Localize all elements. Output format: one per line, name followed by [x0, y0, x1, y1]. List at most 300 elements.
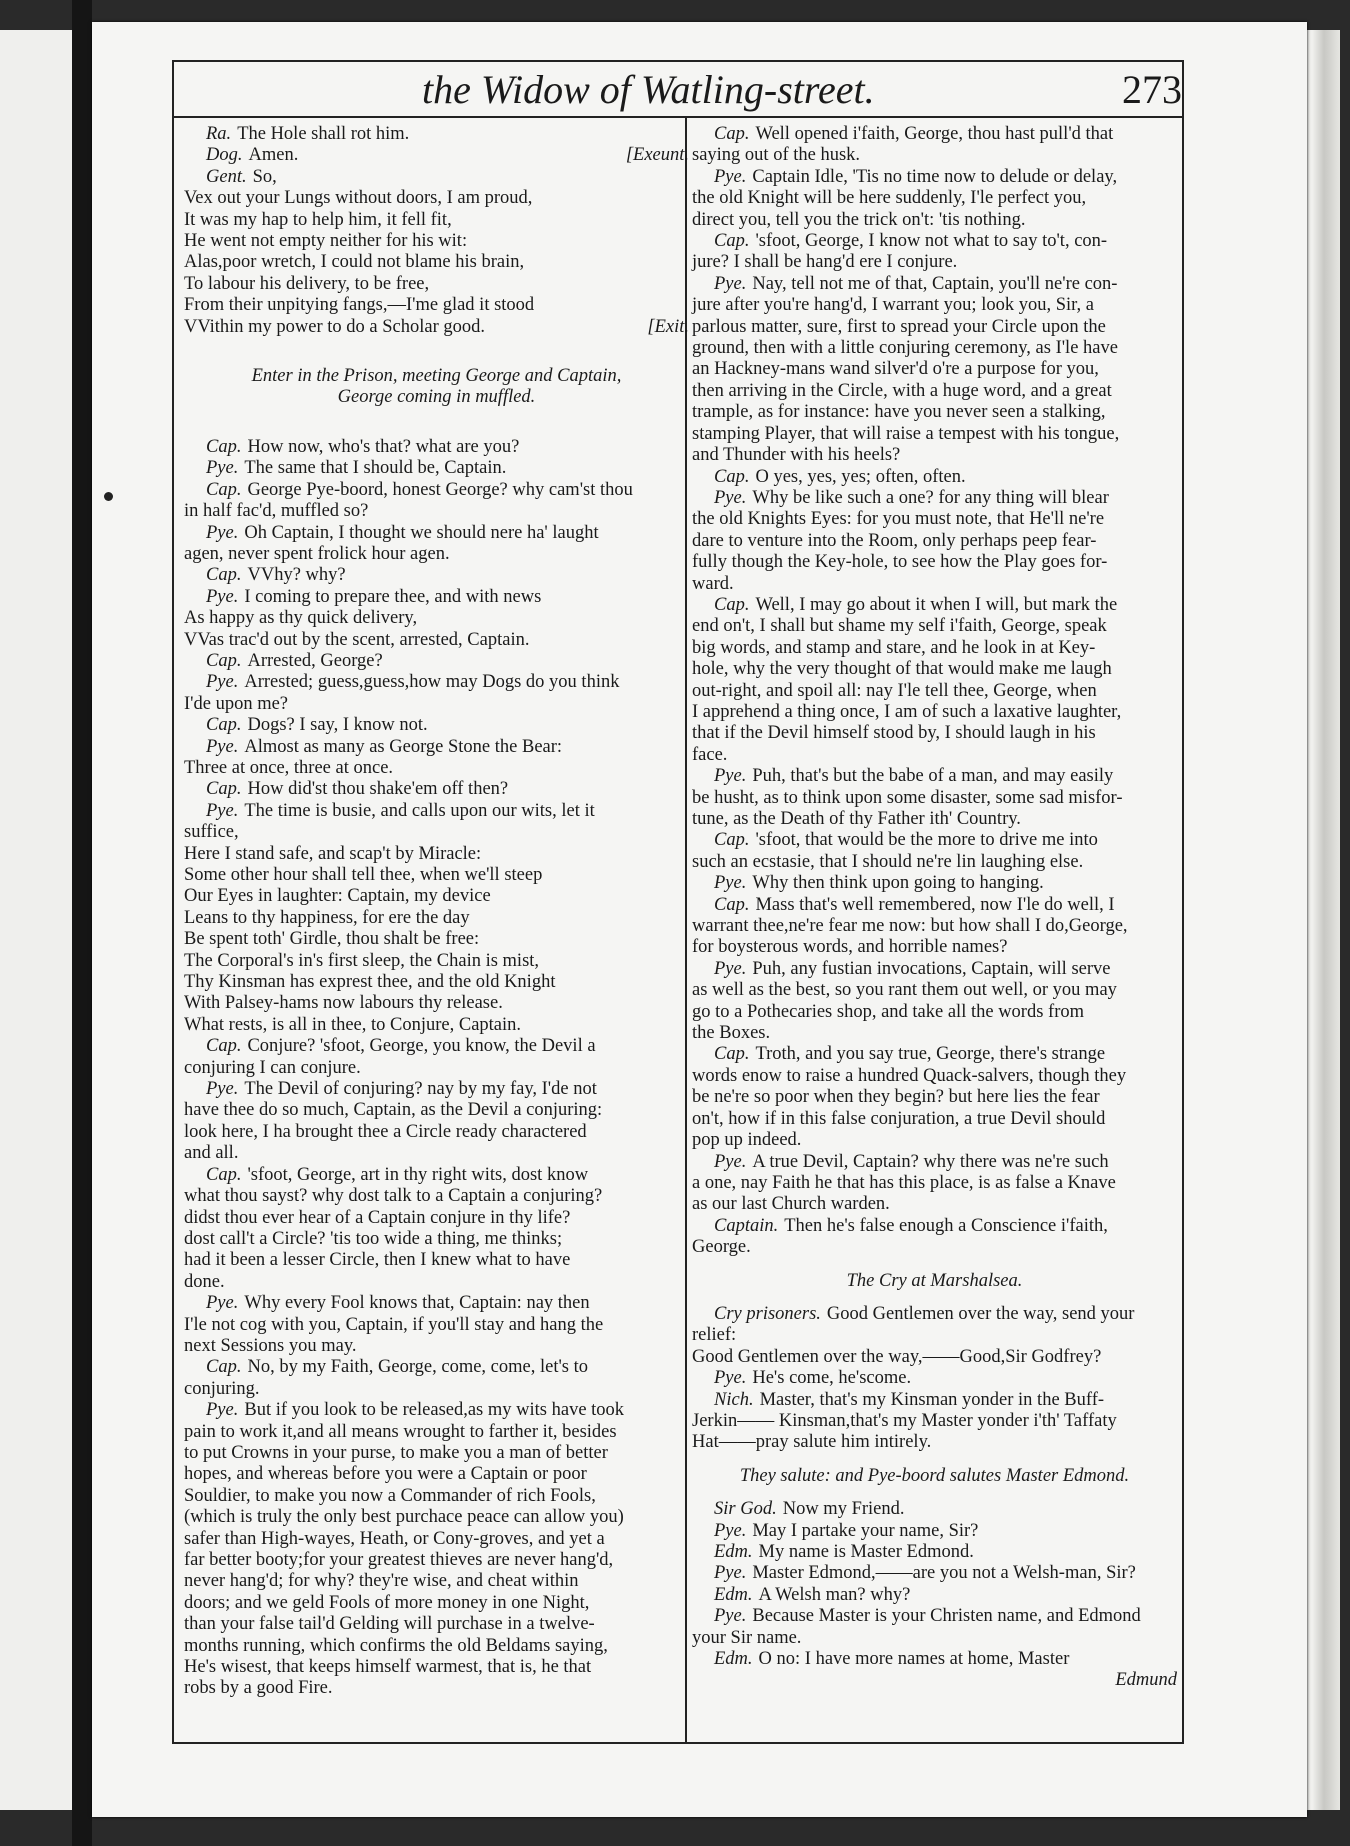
- page-number: 273: [1122, 67, 1182, 112]
- line-text: Jerkin—— Kinsman,that's my Master yonder i'th' Taffaty: [692, 1410, 1117, 1431]
- text-line: [692, 381, 1177, 402]
- speaker-name: Cap.: [206, 1357, 242, 1378]
- speech-line: [184, 565, 689, 586]
- line-text: He's wisest, that keeps himself warmest, that is, he that: [184, 1657, 592, 1678]
- speech-line: [692, 895, 1177, 916]
- speaker-name: Cap.: [206, 779, 242, 800]
- speech-text: Because Master is your Christen name, and Edmond: [752, 1606, 1141, 1627]
- speech-text: Nay, tell not me of that, Captain, you'll ne're con-: [752, 273, 1118, 294]
- speech-text: Puh, any fustian invocations, Captain, will serve: [752, 958, 1111, 979]
- line-text: Some other hour shall tell thee, when we'll steep: [184, 865, 543, 885]
- speech-text: Well opened i'faith, George, thou hast pull'd that: [755, 124, 1114, 144]
- text-line: [692, 1087, 1177, 1108]
- speaker-name: Cap.: [206, 436, 242, 457]
- line-text: I'le not cog with you, Captain, if you'll stay and hang the: [184, 1314, 604, 1335]
- text-line: [692, 1066, 1177, 1087]
- line-text: I'de upon me?: [184, 693, 289, 714]
- speech-line: [692, 1585, 1177, 1606]
- text-line: [184, 1015, 689, 1036]
- text-line: [692, 852, 1177, 873]
- speech-line: [692, 1044, 1177, 1065]
- speaker-name: Cap.: [714, 231, 750, 252]
- text-line: [184, 1379, 689, 1400]
- line-text: be husht, as to think upon some disaster, some sad misfor-: [692, 787, 1123, 808]
- speech-line: [692, 959, 1177, 980]
- line-text: the old Knights Eyes: for you must note, that He'll ne're: [692, 509, 1105, 530]
- speaker-name: Pye.: [714, 873, 747, 894]
- text-line: [692, 1432, 1177, 1453]
- line-text: ward.: [692, 573, 734, 594]
- speech-text: The Hole shall rot him.: [237, 124, 410, 144]
- text-line: [184, 1143, 689, 1164]
- text-line: [184, 1593, 689, 1614]
- speech-line: [184, 1293, 689, 1314]
- speaker-name: Cap.: [206, 650, 242, 671]
- line-text: didst thou ever hear of a Captain conjure in thy life?: [184, 1207, 571, 1228]
- line-text: that if the Devil himself stood by, I should laugh in his: [692, 723, 1096, 744]
- speaker-name: Pye.: [714, 958, 747, 979]
- text-line: [692, 1002, 1177, 1023]
- line-text: saying out of the husk.: [692, 145, 861, 166]
- line-text: It was my hap to help him, it fell fit,: [184, 209, 452, 230]
- line-text: what thou sayst? why dost talk to a Captain a conjuring?: [184, 1186, 603, 1207]
- speaker-name: Pye.: [714, 1520, 747, 1541]
- text-line: [692, 402, 1177, 423]
- line-text: From their unpitying fangs,—I'me glad it stood: [184, 295, 535, 316]
- text-line: [692, 574, 1177, 595]
- line-text: Souldier, to make you now a Commander of rich Fools,: [184, 1485, 596, 1506]
- text-line: [184, 1636, 689, 1657]
- speech-line: [184, 1400, 689, 1421]
- text-line: [184, 1058, 689, 1079]
- speech-line: [184, 1036, 689, 1057]
- speech-line: [692, 830, 1177, 851]
- ink-spot: [104, 492, 113, 501]
- speech-line: [184, 1079, 689, 1100]
- text-line: [184, 951, 689, 972]
- text-line: [184, 758, 689, 779]
- text-line: [692, 723, 1177, 744]
- line-text: hopes, and whereas before you were a Captain or poor: [184, 1464, 587, 1485]
- text-line: [692, 1237, 1177, 1258]
- line-text: in half fac'd, muffled so?: [184, 501, 369, 522]
- text-line: [184, 1250, 689, 1271]
- text-line: [184, 501, 689, 522]
- speech-text: George Pye-boord, honest George? why cam'st thou: [247, 479, 633, 500]
- line-text: jure after you're hang'd, I warrant you; look you, Sir, a: [692, 295, 1095, 316]
- speaker-name: Cap.: [206, 715, 242, 736]
- speech-text: Then he's false enough a Conscience i'faith,: [784, 1215, 1108, 1236]
- text-line: [692, 916, 1177, 937]
- speech-text: A true Devil, Captain? why there was ne're such: [752, 1151, 1109, 1172]
- line-text: conjuring I can conjure.: [184, 1057, 361, 1078]
- speech-line: [692, 1304, 1177, 1325]
- speech-line: [692, 873, 1177, 894]
- exit-direction: [Exeunt.: [625, 145, 689, 166]
- speech-text: Arrested; guess,guess,how may Dogs do you think: [244, 672, 620, 693]
- stage-direction: Enter in the Prison, meeting George and Captain,: [251, 366, 622, 387]
- speech-line: [692, 1649, 1177, 1670]
- speaker-name: Cap.: [714, 594, 750, 615]
- line-text: pain to work it,and all means wrought to farther it, besides: [184, 1421, 617, 1442]
- speech-text: But if you look to be released,as my wits have took: [244, 1400, 625, 1421]
- speech-line: [184, 145, 689, 166]
- line-text: VVithin my power to do a Scholar good.: [184, 316, 486, 337]
- speech-text: Master, that's my Kinsman yonder in the Buff-: [759, 1389, 1105, 1410]
- text-line: [184, 188, 689, 209]
- line-text: ground, then with a little conjuring ceremony, as I'le have: [692, 338, 1118, 359]
- speaker-name: Edm.: [714, 1542, 753, 1562]
- speaker-name: Ra.: [206, 124, 232, 144]
- text-line: [184, 1122, 689, 1143]
- speaker-name: Pye.: [206, 1079, 239, 1100]
- line-text: hole, why the very thought of that would make me laugh: [692, 659, 1112, 680]
- line-text: Alas,poor wretch, I could not blame his brain,: [184, 252, 525, 273]
- text-line: [692, 317, 1177, 338]
- line-text: and Thunder with his heels?: [692, 445, 901, 466]
- speech-text: 'sfoot, that would be the more to drive me into: [755, 830, 1098, 851]
- speech-text: How did'st thou shake'em off then?: [247, 779, 509, 800]
- line-text: Our Eyes in laughter: Captain, my device: [184, 886, 491, 907]
- text-line: [692, 424, 1177, 445]
- speech-line: [692, 1368, 1177, 1389]
- speech-line: [184, 737, 689, 758]
- exit-direction: [Exit.: [647, 316, 689, 337]
- speech-text: May I partake your name, Sir?: [752, 1520, 979, 1541]
- text-line: [184, 1272, 689, 1293]
- speaker-name: Cap.: [714, 894, 750, 915]
- line-text: the Boxes.: [692, 1023, 771, 1044]
- line-text: on't, how if in this false conjuration, a true Devil should: [692, 1108, 1106, 1129]
- speech-line: [692, 467, 1177, 488]
- speaker-name: Pye.: [206, 586, 239, 607]
- line-text: I apprehend a thing once, I am of such a laxative laughter,: [692, 701, 1122, 722]
- speech-line: [184, 587, 689, 608]
- speech-line: [184, 779, 689, 800]
- speaker-name: Pye.: [714, 1368, 747, 1389]
- speaker-name: Cap.: [206, 1164, 242, 1185]
- line-text: (which is truly the only best purchace peace can allow you): [184, 1507, 624, 1528]
- line-text: face.: [692, 744, 728, 765]
- text-line: [184, 1486, 689, 1507]
- text-line: [184, 1229, 689, 1250]
- line-text: as our last Church warden.: [692, 1194, 890, 1215]
- speech-line: [692, 1216, 1177, 1237]
- line-text: than your false tail'd Gelding will purchase in a twelve-: [184, 1614, 595, 1635]
- speech-text: Troth, and you say true, George, there's strange: [755, 1044, 1106, 1065]
- speaker-name: Edm.: [714, 1649, 753, 1670]
- line-text: had it been a lesser Circle, then I knew what to have: [184, 1250, 571, 1271]
- speech-text: The Devil of conjuring? nay by my fay, I'de not: [244, 1079, 597, 1100]
- line-text: Thy Kinsman has exprest thee, and the old Knight: [184, 972, 556, 993]
- line-text: Good Gentlemen over the way,——Good,Sir Godfrey?: [692, 1346, 1102, 1367]
- speech-line: [184, 1165, 689, 1186]
- left-column: [184, 124, 689, 1700]
- line-text: The Corporal's in's first sleep, the Chain is mist,: [184, 950, 540, 971]
- line-text: for boysterous words, and horrible names?: [692, 937, 1008, 958]
- line-text: He went not empty neither for his wit:: [184, 231, 468, 252]
- text-line: [692, 702, 1177, 723]
- text-line: [692, 1023, 1177, 1044]
- line-text: never hang'd; for why? they're wise, and cheat within: [184, 1571, 579, 1592]
- line-text: Three at once, three at once.: [184, 757, 394, 778]
- running-title: the Widow of Watling-street.: [422, 67, 875, 112]
- speaker-name: Pye.: [206, 522, 239, 543]
- speech-line: [692, 595, 1177, 616]
- text-line: [184, 274, 689, 295]
- speech-text: The same that I should be, Captain.: [244, 458, 507, 479]
- speech-text: Why be like such a one? for any thing will blear: [752, 487, 1109, 508]
- speech-line: [184, 167, 689, 188]
- line-text: relief:: [692, 1325, 737, 1346]
- line-text: With Palsey-hams now labours thy release.: [184, 993, 503, 1014]
- speech-line: [184, 801, 689, 822]
- text-line: [184, 1208, 689, 1229]
- speech-text: So,: [252, 166, 277, 187]
- line-text: big words, and stamp and stare, and he look in at Key-: [692, 637, 1096, 658]
- speaker-name: Pye.: [714, 1563, 747, 1584]
- text-line: [692, 1411, 1177, 1432]
- speech-text: My name is Master Edmond.: [758, 1542, 974, 1562]
- line-text: the old Knight will be here suddenly, I'le perfect you,: [692, 188, 1087, 209]
- line-text: dare to venture into the Room, only perhaps peep fear-: [692, 530, 1097, 551]
- speech-text: O yes, yes, yes; often, often.: [755, 466, 966, 487]
- line-text: direct you, tell you the trick on't: 'tis nothing.: [692, 209, 1026, 230]
- line-text: To labour his delivery, to be free,: [184, 273, 430, 294]
- speech-line: [184, 480, 689, 501]
- line-text: Be spent toth' Girdle, thou shalt be free:: [184, 929, 480, 950]
- text-line: [184, 1186, 689, 1207]
- line-text: far better booty;for your greatest thieves are never hang'd,: [184, 1550, 614, 1570]
- text-line: [184, 1443, 689, 1464]
- speech-text: O no: I have more names at home, Master: [758, 1649, 1070, 1670]
- speech-line: [184, 651, 689, 672]
- text-line: [692, 788, 1177, 809]
- speech-line: [692, 766, 1177, 787]
- line-text: Vex out your Lungs without doors, I am proud,: [184, 188, 533, 209]
- text-line: [692, 1130, 1177, 1151]
- speech-line: [184, 437, 689, 458]
- text-line: [184, 865, 689, 886]
- line-text: agen, never spent frolick hour agen.: [184, 543, 450, 564]
- speech-line: [692, 231, 1177, 252]
- speech-line: [692, 167, 1177, 188]
- catchword: Edmund: [1115, 1670, 1177, 1691]
- speaker-name: Cry prisoners.: [714, 1303, 821, 1324]
- text-line: [692, 809, 1177, 830]
- text-line: [184, 822, 689, 843]
- speech-text: 'sfoot, George, art in thy right wits, dost know: [247, 1164, 589, 1185]
- blank-space: [692, 1454, 1177, 1466]
- text-line: [692, 659, 1177, 680]
- speaker-name: Pye.: [206, 800, 239, 821]
- speaker-name: Pye.: [714, 1151, 747, 1172]
- line-text: as well as the best, so you rant them out well, or you may: [692, 980, 1117, 1001]
- text-line: [692, 210, 1177, 231]
- line-text: trample, as for instance: have you never seen a stalking,: [692, 402, 1106, 423]
- text-line: [184, 1529, 689, 1550]
- line-text: end on't, I shall but shame my self i'faith, George, speak: [692, 616, 1107, 637]
- line-text: Leans to thy happiness, for ere the day: [184, 907, 470, 928]
- text-line: [184, 231, 689, 252]
- speech-line: [184, 124, 689, 145]
- text-line: [692, 616, 1177, 637]
- text-line: [692, 681, 1177, 702]
- speech-text: How now, who's that? what are you?: [247, 436, 520, 457]
- speech-line: [184, 458, 689, 479]
- text-line: [692, 359, 1177, 380]
- line-text: stamping Player, that will raise a tempest with his tongue,: [692, 423, 1120, 444]
- line-text: to put Crowns in your purse, to make you a man of better: [184, 1442, 608, 1463]
- line-text: doors; and we geld Fools of more money in one Night,: [184, 1592, 590, 1613]
- speaker-name: Cap.: [206, 479, 242, 500]
- text-line: [184, 252, 689, 273]
- text-line: [184, 844, 689, 865]
- stage-direction: The Cry at Marshalsea.: [846, 1270, 1023, 1291]
- speech-text: Why every Fool knows that, Captain: nay then: [244, 1293, 590, 1314]
- text-line: [184, 972, 689, 993]
- text-line: [184, 1657, 689, 1678]
- text-line: [184, 993, 689, 1014]
- speaker-name: Cap.: [714, 124, 750, 144]
- text-line: [692, 145, 1177, 166]
- line-text: and all.: [184, 1143, 239, 1164]
- speech-text: No, by my Faith, George, come, come, let's to: [247, 1357, 589, 1378]
- text-line: [692, 1347, 1177, 1368]
- line-text: then arriving in the Circle, with a huge word, and a great: [692, 380, 1112, 401]
- text-line: [184, 1464, 689, 1485]
- line-text: next Sessions you may.: [184, 1335, 357, 1356]
- line-text: an Hackney-mans wand silver'd o're a purpose for you,: [692, 359, 1099, 380]
- line-text: done.: [184, 1271, 225, 1292]
- facing-page-edge: [0, 30, 72, 1810]
- book-gutter: [72, 0, 92, 1846]
- speaker-name: Pye.: [714, 1606, 747, 1627]
- speech-line: [184, 1357, 689, 1378]
- line-text: months running, which confirms the old Beldams saying,: [184, 1635, 608, 1656]
- speech-text: Almost as many as George Stone the Bear:: [244, 736, 563, 757]
- speech-line: [692, 1390, 1177, 1411]
- text-line: [184, 317, 689, 338]
- speaker-name: Cap.: [714, 830, 750, 851]
- text-line: [184, 1100, 689, 1121]
- line-text: What rests, is all in thee, to Conjure, Captain.: [184, 1014, 522, 1035]
- text-line: [692, 295, 1177, 316]
- speech-text: The time is busie, and calls upon our wits, let it: [244, 800, 595, 821]
- blank-space: [184, 338, 689, 366]
- line-text: Hat——pray salute him intirely.: [692, 1432, 932, 1453]
- text-line: [184, 886, 689, 907]
- line-text: safer than High-wayes, Heath, or Cony-groves, and yet a: [184, 1528, 605, 1549]
- line-text: out-right, and spoil all: nay I'le tell thee, George, when: [692, 680, 1097, 701]
- line-text: pop up indeed.: [692, 1130, 802, 1151]
- speech-text: Conjure? 'sfoot, George, you know, the Devil a: [247, 1036, 596, 1057]
- speaker-name: Pye.: [714, 273, 747, 294]
- text-line: [184, 1422, 689, 1443]
- speaker-name: Edm.: [714, 1584, 753, 1605]
- speech-text: He's come, he'scome.: [752, 1368, 912, 1389]
- speech-line: [184, 672, 689, 693]
- speaker-name: Cap.: [206, 565, 242, 586]
- speech-line: [692, 124, 1177, 145]
- speech-text: A Welsh man? why?: [758, 1584, 911, 1605]
- text-line: [692, 745, 1177, 766]
- text-line: [692, 188, 1177, 209]
- line-text: fully though the Key-hole, to see how the Play goes for-: [692, 552, 1108, 573]
- text-line: [184, 1571, 689, 1592]
- speaker-name: Cap.: [714, 1044, 750, 1065]
- speaker-name: Pye.: [714, 766, 747, 787]
- speech-line: [184, 523, 689, 544]
- text-line: [184, 210, 689, 231]
- text-line: [184, 1678, 689, 1699]
- text-line: [692, 1173, 1177, 1194]
- text-line: [692, 1109, 1177, 1130]
- speaker-name: Cap.: [206, 1036, 242, 1057]
- speech-text: Mass that's well remembered, now I'le do well, I: [755, 894, 1115, 915]
- speech-line: [692, 1542, 1177, 1563]
- stage-direction: George coming in muffled.: [337, 387, 536, 408]
- speech-text: Good Gentlemen over the way, send your: [826, 1303, 1135, 1324]
- speech-text: I coming to prepare thee, and with news: [244, 586, 542, 607]
- text-line: [692, 638, 1177, 659]
- speech-text: Captain Idle, 'Tis no time now to delude or delay,: [752, 166, 1118, 187]
- speaker-name: Dog.: [206, 145, 243, 166]
- text-line: [692, 531, 1177, 552]
- speech-line: [692, 1606, 1177, 1627]
- text-line: [184, 929, 689, 950]
- speaker-name: Cap.: [714, 466, 750, 487]
- line-text: suffice,: [184, 822, 239, 843]
- text-line: [692, 1194, 1177, 1215]
- text-line: [692, 937, 1177, 958]
- speech-text: VVhy? why?: [247, 565, 346, 586]
- text-line: [692, 1325, 1177, 1346]
- text-line: [692, 1628, 1177, 1649]
- blank-space: [692, 1292, 1177, 1304]
- stage-direction: They salute: and Pye-boord salutes Master Edmond.: [739, 1465, 1130, 1486]
- speaker-name: Captain.: [714, 1215, 779, 1236]
- blank-space: [692, 1259, 1177, 1271]
- speech-text: Dogs? I say, I know not.: [247, 715, 428, 736]
- line-text: VVas trac'd out by the scent, arrested, Captain.: [184, 629, 530, 650]
- text-line: [184, 1336, 689, 1357]
- blank-space: [692, 1487, 1177, 1499]
- speaker-name: Gent.: [206, 166, 247, 187]
- line-text: George.: [692, 1237, 751, 1258]
- speech-text: Now my Friend.: [782, 1499, 905, 1520]
- line-text: warrant thee,ne're fear me now: but how shall I do,George,: [692, 916, 1128, 937]
- speaker-name: Pye.: [206, 458, 239, 479]
- text-line: [184, 630, 689, 651]
- speaker-name: Pye.: [206, 1293, 239, 1314]
- speech-text: Well, I may go about it when I will, but mark the: [755, 594, 1118, 615]
- speech-line: [692, 274, 1177, 295]
- speech-text: Amen.: [248, 145, 299, 166]
- speech-text: Arrested, George?: [247, 650, 383, 671]
- speaker-name: Pye.: [714, 487, 747, 508]
- text-line: [692, 552, 1177, 573]
- text-line: [184, 1315, 689, 1336]
- line-text: such an ecstasie, that I should ne're lin laughing else.: [692, 851, 1084, 872]
- line-text: dost call't a Circle? 'tis too wide a thing, me thinks;: [184, 1228, 563, 1249]
- speech-line: [692, 1521, 1177, 1542]
- line-text: go to a Pothecaries shop, and take all the words from: [692, 1001, 1084, 1022]
- speech-line: [692, 1563, 1177, 1584]
- text-line: [184, 1507, 689, 1528]
- text-line: [184, 908, 689, 929]
- text-line: [184, 295, 689, 316]
